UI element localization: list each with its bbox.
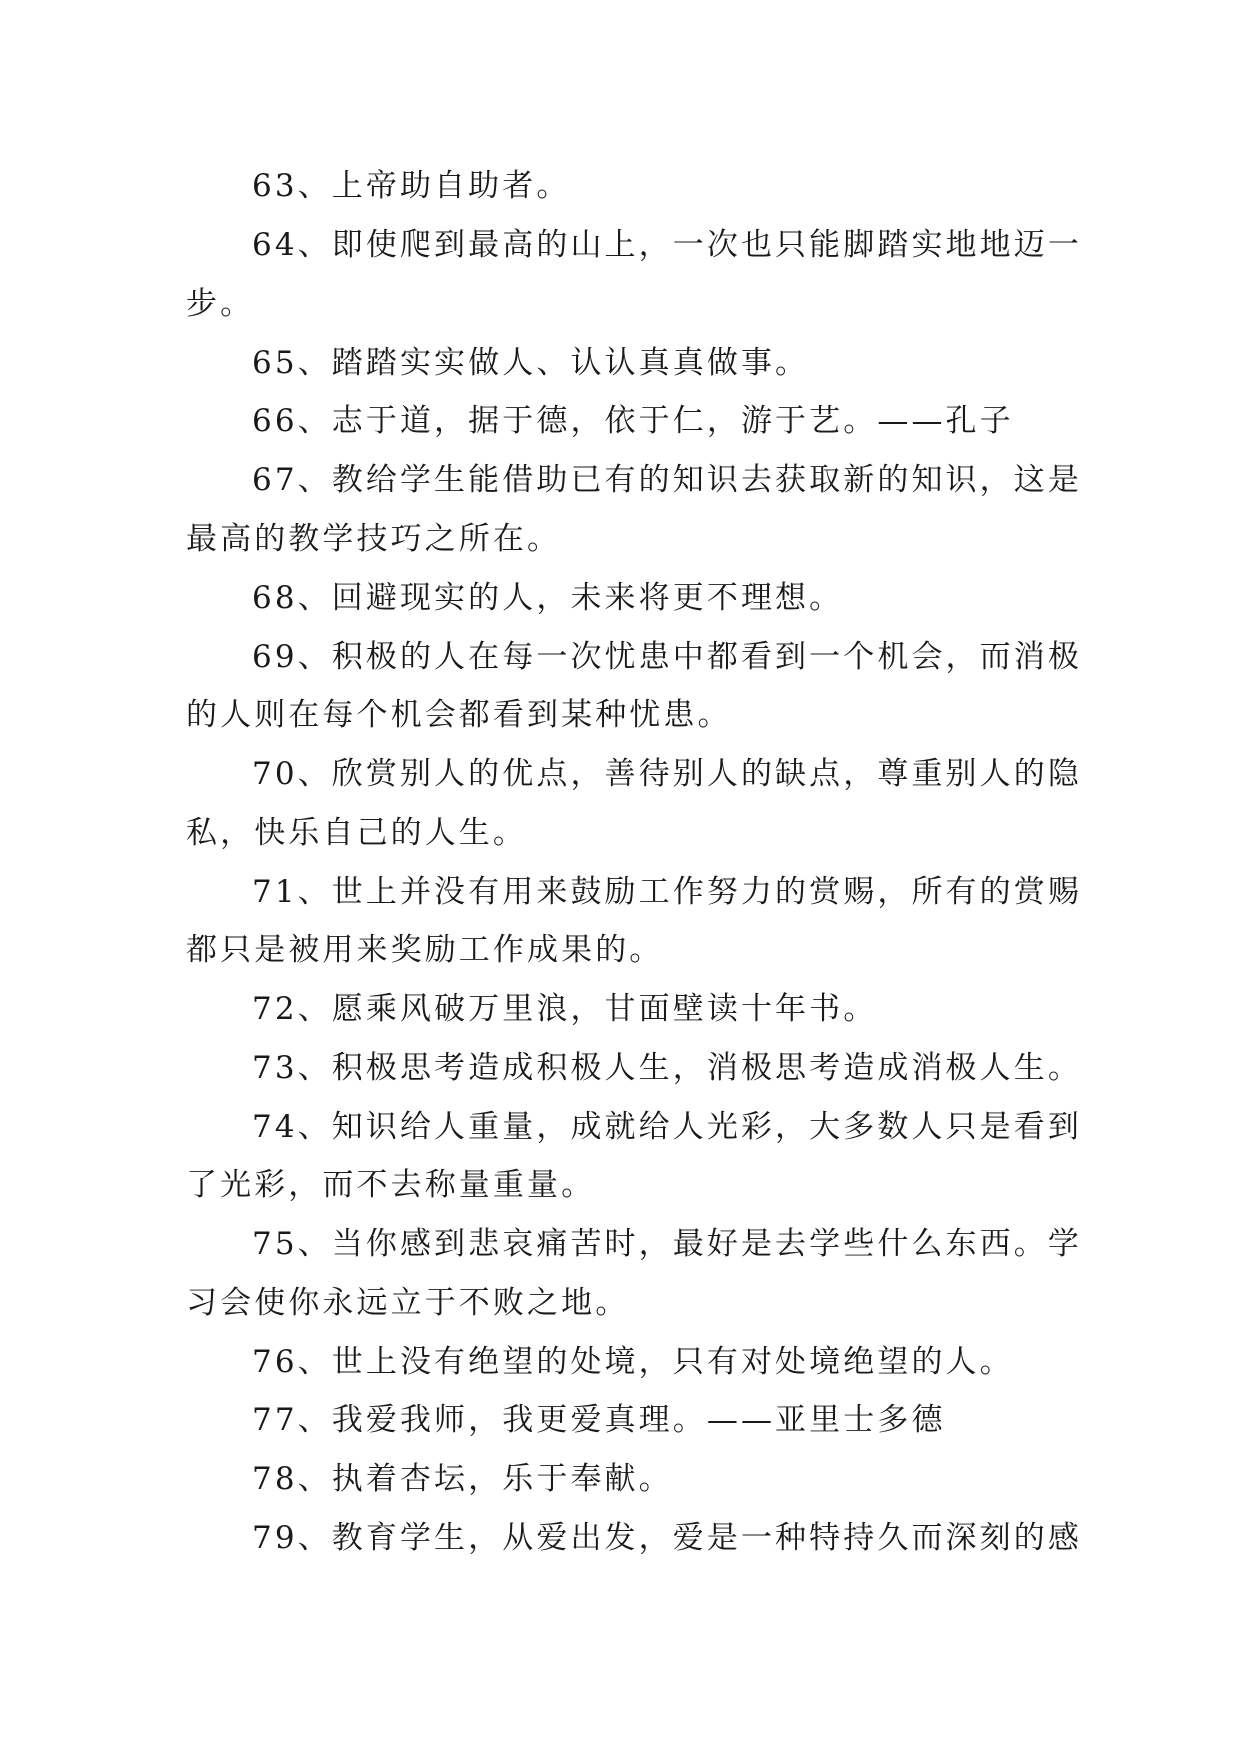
text-line: 67、教给学生能借助已有的知识去获取新的知识，这是 xyxy=(252,462,1082,498)
text-line: 77、我爱我师，我更爱真理。——亚里士多德 xyxy=(252,1402,946,1438)
text-line: 的人则在每个机会都看到某种忧患。 xyxy=(186,697,732,733)
text-line: 了光彩，而不去称量重量。 xyxy=(186,1167,596,1203)
text-line: 64、即使爬到最高的山上，一次也只能脚踏实地地迈一 xyxy=(252,227,1082,263)
text-line: 73、积极思考造成积极人生，消极思考造成消极人生。 xyxy=(252,1050,1082,1086)
text-line: 74、知识给人重量，成就给人光彩，大多数人只是看到 xyxy=(252,1109,1082,1145)
text-line: 习会使你永远立于不败之地。 xyxy=(186,1285,630,1321)
text-line: 步。 xyxy=(186,286,255,322)
text-line: 70、欣赏别人的优点，善待别人的缺点，尊重别人的隐 xyxy=(252,756,1082,792)
text-line: 都只是被用来奖励工作成果的。 xyxy=(186,932,664,968)
text-line: 75、当你感到悲哀痛苦时，最好是去学些什么东西。学 xyxy=(252,1226,1082,1262)
text-line: 65、踏踏实实做人、认认真真做事。 xyxy=(252,345,810,381)
text-line: 68、回避现实的人，未来将更不理想。 xyxy=(252,580,844,616)
text-line: 71、世上并没有用来鼓励工作努力的赏赐，所有的赏赐 xyxy=(252,874,1082,910)
text-line: 66、志于道，据于德，依于仁，游于艺。——孔子 xyxy=(252,403,1014,439)
text-line: 76、世上没有绝望的处境，只有对处境绝望的人。 xyxy=(252,1344,1014,1380)
text-line: 私，快乐自己的人生。 xyxy=(186,815,527,851)
text-line: 63、上帝助自助者。 xyxy=(252,168,571,204)
text-line: 78、执着杏坛，乐于奉献。 xyxy=(252,1461,673,1497)
text-line: 72、愿乘风破万里浪，甘面壁读十年书。 xyxy=(252,991,878,1027)
text-line: 79、教育学生，从爱出发，爱是一种特持久而深刻的感 xyxy=(252,1520,1082,1556)
text-line: 69、积极的人在每一次忧患中都看到一个机会，而消极 xyxy=(252,639,1082,675)
text-line: 最高的教学技巧之所在。 xyxy=(186,521,562,557)
